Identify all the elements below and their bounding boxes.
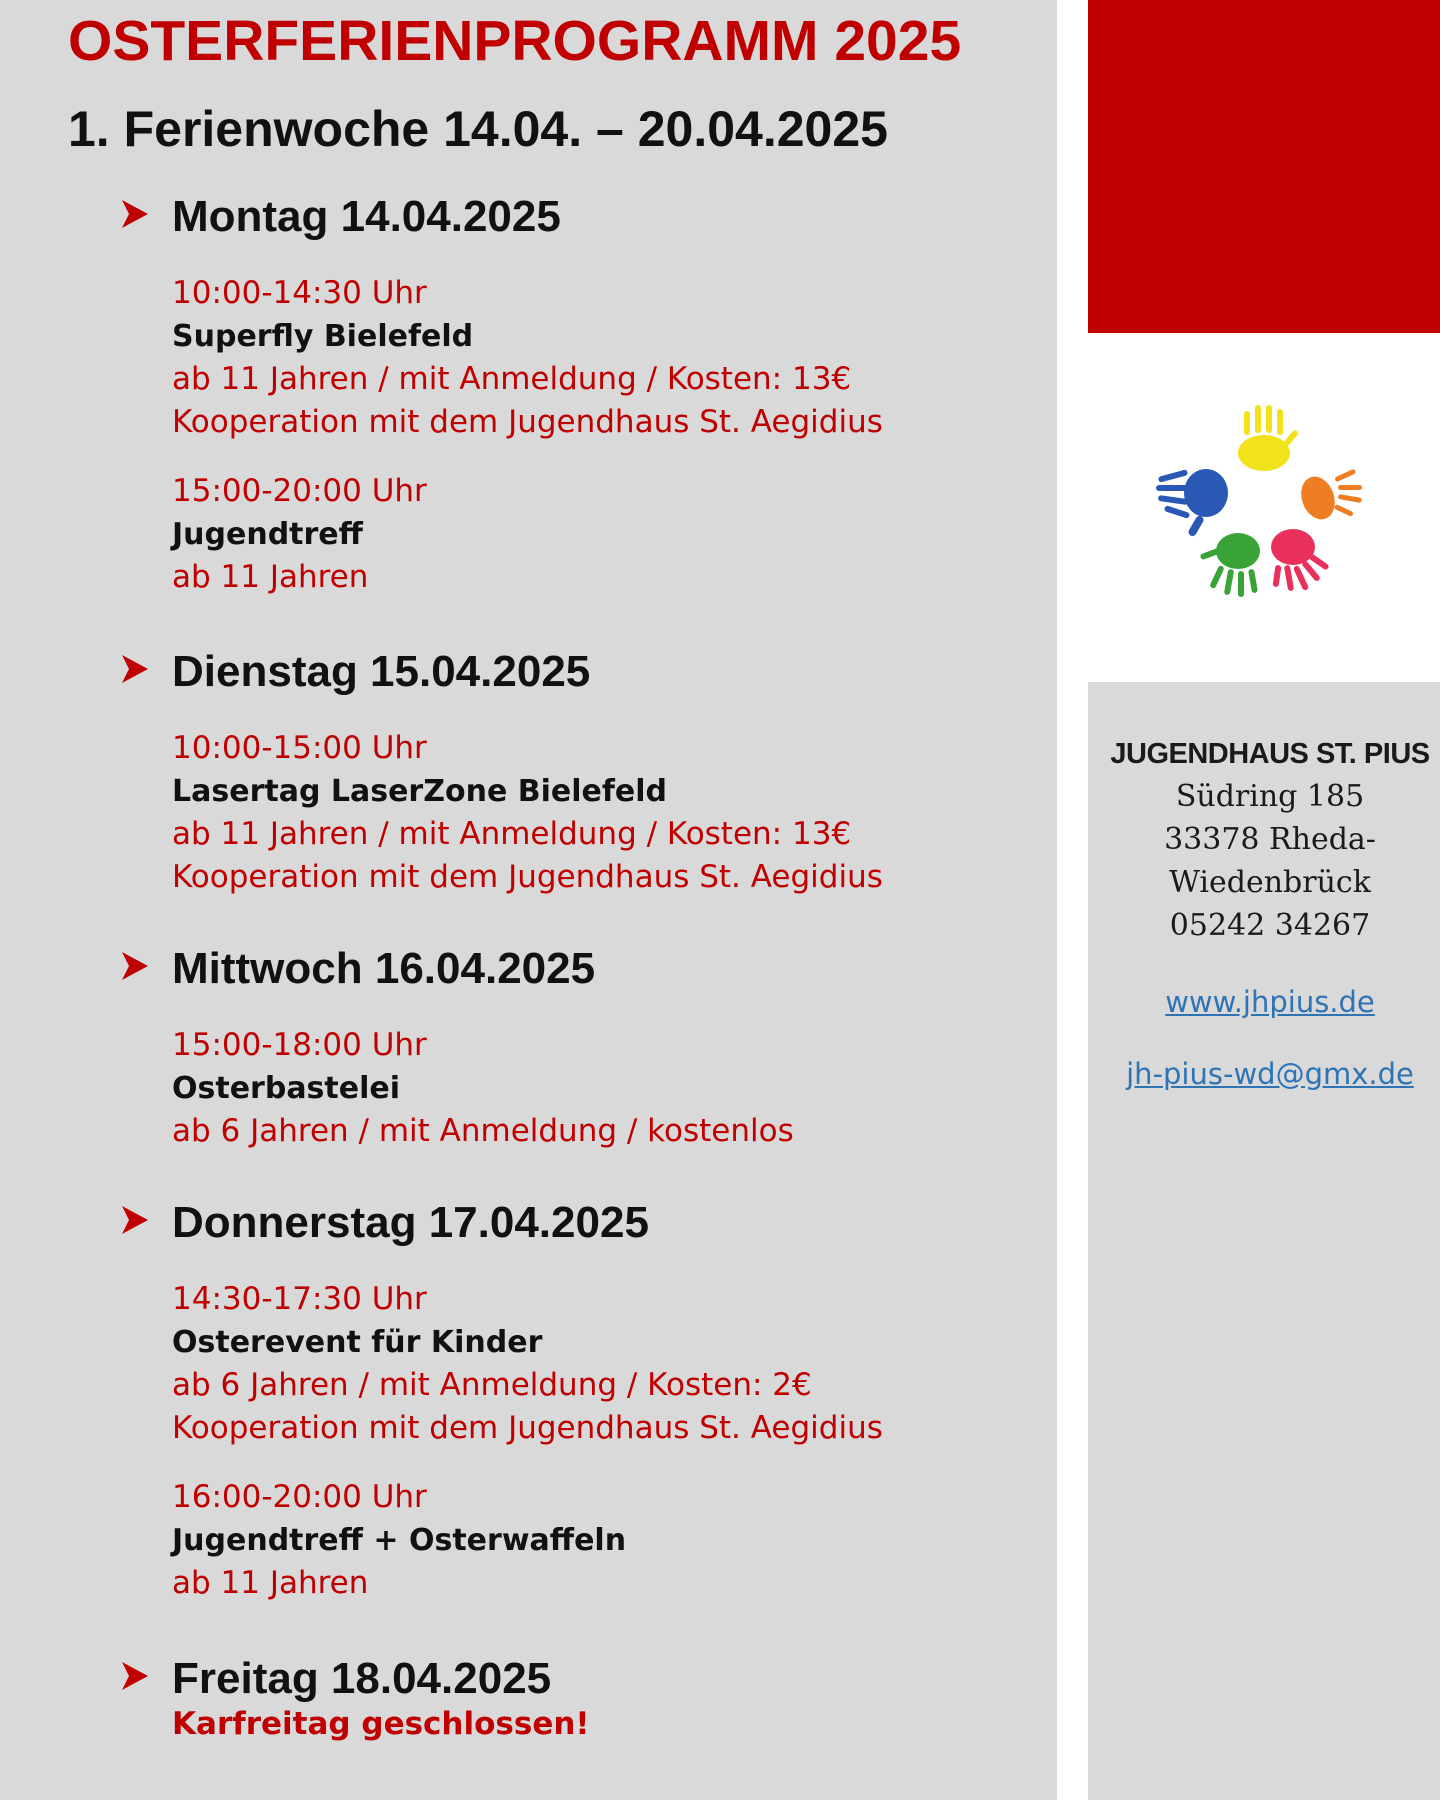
event-detail: Kooperation mit dem Jugendhaus St. Aegidius (172, 1410, 883, 1446)
arrow-bullet-icon (120, 1658, 150, 1694)
event-time: 15:00-20:00 Uhr (172, 473, 427, 509)
event-title: Jugendtreff (172, 517, 363, 552)
event-time: 10:00-15:00 Uhr (172, 730, 427, 766)
day-title: Mittwoch 16.04.2025 (172, 944, 596, 993)
event-detail: ab 11 Jahren (172, 559, 369, 595)
day-tuesday (120, 645, 1020, 899)
arrow-bullet-icon (120, 196, 150, 232)
email-link[interactable]: jh-pius-wd@gmx.de (1126, 1057, 1414, 1091)
day-title: Montag 14.04.2025 (172, 192, 561, 241)
day-wednesday (120, 942, 1020, 1153)
event-time: 10:00-14:30 Uhr (172, 275, 427, 311)
page-title: OSTERFERIENPROGRAMM 2025 (68, 9, 962, 73)
event-detail: ab 11 Jahren / mit Anmeldung / Kosten: 13€ (172, 361, 852, 397)
day-thursday (120, 1196, 1020, 1605)
event-item (172, 1476, 1020, 1605)
day-title: Freitag 18.04.2025 (172, 1654, 552, 1703)
event-item (172, 272, 1020, 444)
event-title: Osterbastelei (172, 1071, 401, 1106)
event-time: 16:00-20:00 Uhr (172, 1479, 427, 1515)
event-title: Lasertag LaserZone Bielefeld (172, 774, 668, 809)
red-accent-block (1088, 0, 1440, 333)
arrow-bullet-icon (120, 948, 150, 984)
day-monday (120, 190, 1020, 599)
event-detail: Kooperation mit dem Jugendhaus St. Aegidius (172, 859, 883, 895)
day-friday (120, 1652, 1020, 1744)
day-title: Donnerstag 17.04.2025 (172, 1198, 649, 1247)
event-item (172, 470, 1020, 599)
event-title: Superfly Bielefeld (172, 319, 474, 354)
event-detail: ab 6 Jahren / mit Anmeldung / kostenlos (172, 1113, 794, 1149)
contact-panel (1088, 682, 1440, 1800)
event-detail: Kooperation mit dem Jugendhaus St. Aegidius (172, 404, 883, 440)
event-title: Jugendtreff + Osterwaffeln (172, 1523, 627, 1558)
address-street: Südring 185 (1175, 779, 1365, 814)
day-title: Dienstag 15.04.2025 (172, 647, 591, 696)
event-detail: ab 11 Jahren (172, 1565, 369, 1601)
address-city-line: 33378 Rheda- (1164, 822, 1376, 857)
address-city-line: Wiedenbrück (1169, 865, 1371, 900)
event-time: 14:30-17:30 Uhr (172, 1281, 427, 1317)
event-time: 15:00-18:00 Uhr (172, 1027, 427, 1063)
address-block (1088, 775, 1440, 947)
phone-number: 05242 34267 (1169, 908, 1371, 943)
event-detail: ab 11 Jahren / mit Anmeldung / Kosten: 13€ (172, 816, 852, 852)
week-heading: 1. Ferienwoche 14.04. – 20.04.2025 (68, 101, 888, 157)
event-title: Osterevent für Kinder (172, 1325, 543, 1360)
logo-area (1088, 333, 1440, 682)
arrow-bullet-icon (120, 1202, 150, 1238)
event-detail: ab 6 Jahren / mit Anmeldung / Kosten: 2€ (172, 1367, 812, 1403)
website-link[interactable]: www.jhpius.de (1165, 985, 1375, 1019)
organization-name: JUGENDHAUS ST. PIUS (1110, 738, 1430, 770)
arrow-bullet-icon (120, 651, 150, 687)
event-item (172, 727, 1020, 899)
closed-notice: Karfreitag geschlossen! (172, 1706, 590, 1742)
colorful-hands-logo-icon (1088, 333, 1440, 682)
event-item (172, 1024, 1020, 1153)
event-item (172, 1278, 1020, 1450)
